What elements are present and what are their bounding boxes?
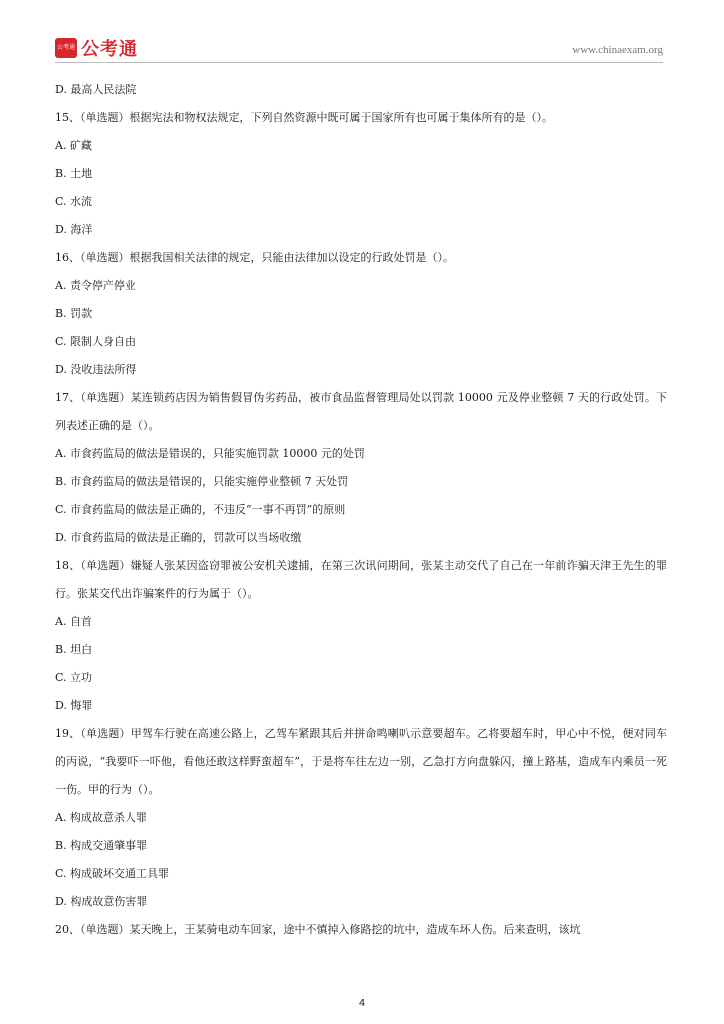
question-block [55, 720, 667, 916]
option: C. 立功 [55, 671, 93, 684]
question-block [55, 552, 667, 720]
question-text: 15、（单选题）根据宪法和物权法规定，下列自然资源中既可属于国家所有也可属于集体所有的是（）。 [55, 111, 553, 124]
brand-logo [55, 35, 138, 61]
option: B. 土地 [55, 167, 93, 180]
question-text: 17、（单选题）某连锁药店因为销售假冒伪劣药品，被市食品监督管理局处以罚款 10000 元及停业整顿 7 天的行政处罚。下列表述正确的是（）。 [55, 391, 667, 432]
option: A. 自首 [55, 615, 92, 628]
option: D. 市食药监局的做法是正确的，罚款可以当场收缴 [55, 531, 302, 544]
question-text: 16、（单选题）根据我国相关法律的规定，只能由法律加以设定的行政处罚是（）。 [55, 251, 454, 264]
option: B. 市食药监局的做法是错误的，只能实施停业整顿 7 天处罚 [55, 475, 349, 488]
option: A. 责令停产停业 [55, 279, 136, 292]
page-header [55, 30, 663, 64]
logo-badge: 公考通 [55, 38, 77, 58]
question-text: 19、（单选题）甲驾车行驶在高速公路上，乙驾车紧跟其后并拼命鸣喇叭示意要超车。乙将要超车时，甲心中不悦，便对同车的丙说，“我要吓一吓他，看他还敢这样野蛮超车”，于是将车往左边一别，乙急打方向盘躲闪，撞上路基，造成车内乘员一死一伤。甲的行为（）。 [55, 727, 667, 796]
option: C. 市食药监局的做法是正确的，不违反“一事不再罚”的原则 [55, 503, 346, 516]
logo-text: 公考通 [81, 39, 138, 60]
option: A. 构成故意杀人罪 [55, 811, 147, 824]
option: D. 没收违法所得 [55, 363, 137, 376]
option: C. 水流 [55, 195, 93, 208]
option: C. 构成破坏交通工具罪 [55, 867, 170, 880]
site-url: www.chinaexam.org [572, 44, 663, 56]
option: D. 悔罪 [55, 699, 93, 712]
option: A. 矿藏 [55, 139, 92, 152]
option: D. 海洋 [55, 223, 93, 236]
option: B. 罚款 [55, 307, 93, 320]
document-body [55, 76, 667, 944]
option: D. 构成故意伤害罪 [55, 895, 148, 908]
option: A. 市食药监局的做法是错误的，只能实施罚款 10000 元的处罚 [55, 447, 365, 460]
option: B. 构成交通肇事罪 [55, 839, 148, 852]
question-text: 18、（单选题）嫌疑人张某因盗窃罪被公安机关逮捕，在第三次讯问期间，张某主动交代了自己在一年前诈骗天津王先生的罪行。张某交代出诈骗案件的行为属于（）。 [55, 559, 667, 600]
leading-option: D. 最高人民法院 [55, 83, 137, 96]
option: C. 限制人身自由 [55, 335, 137, 348]
question-block [55, 384, 667, 552]
page-number: 4 [358, 998, 366, 1009]
question-text-continued: 20、（单选题）某天晚上，王某骑电动车回家，途中不慎掉入修路挖的坑中，造成车坏人伤。后来查明，该坑 [55, 923, 581, 936]
option: B. 坦白 [55, 643, 93, 656]
question-block [55, 244, 667, 384]
header-divider [55, 62, 663, 63]
question-block [55, 104, 667, 244]
